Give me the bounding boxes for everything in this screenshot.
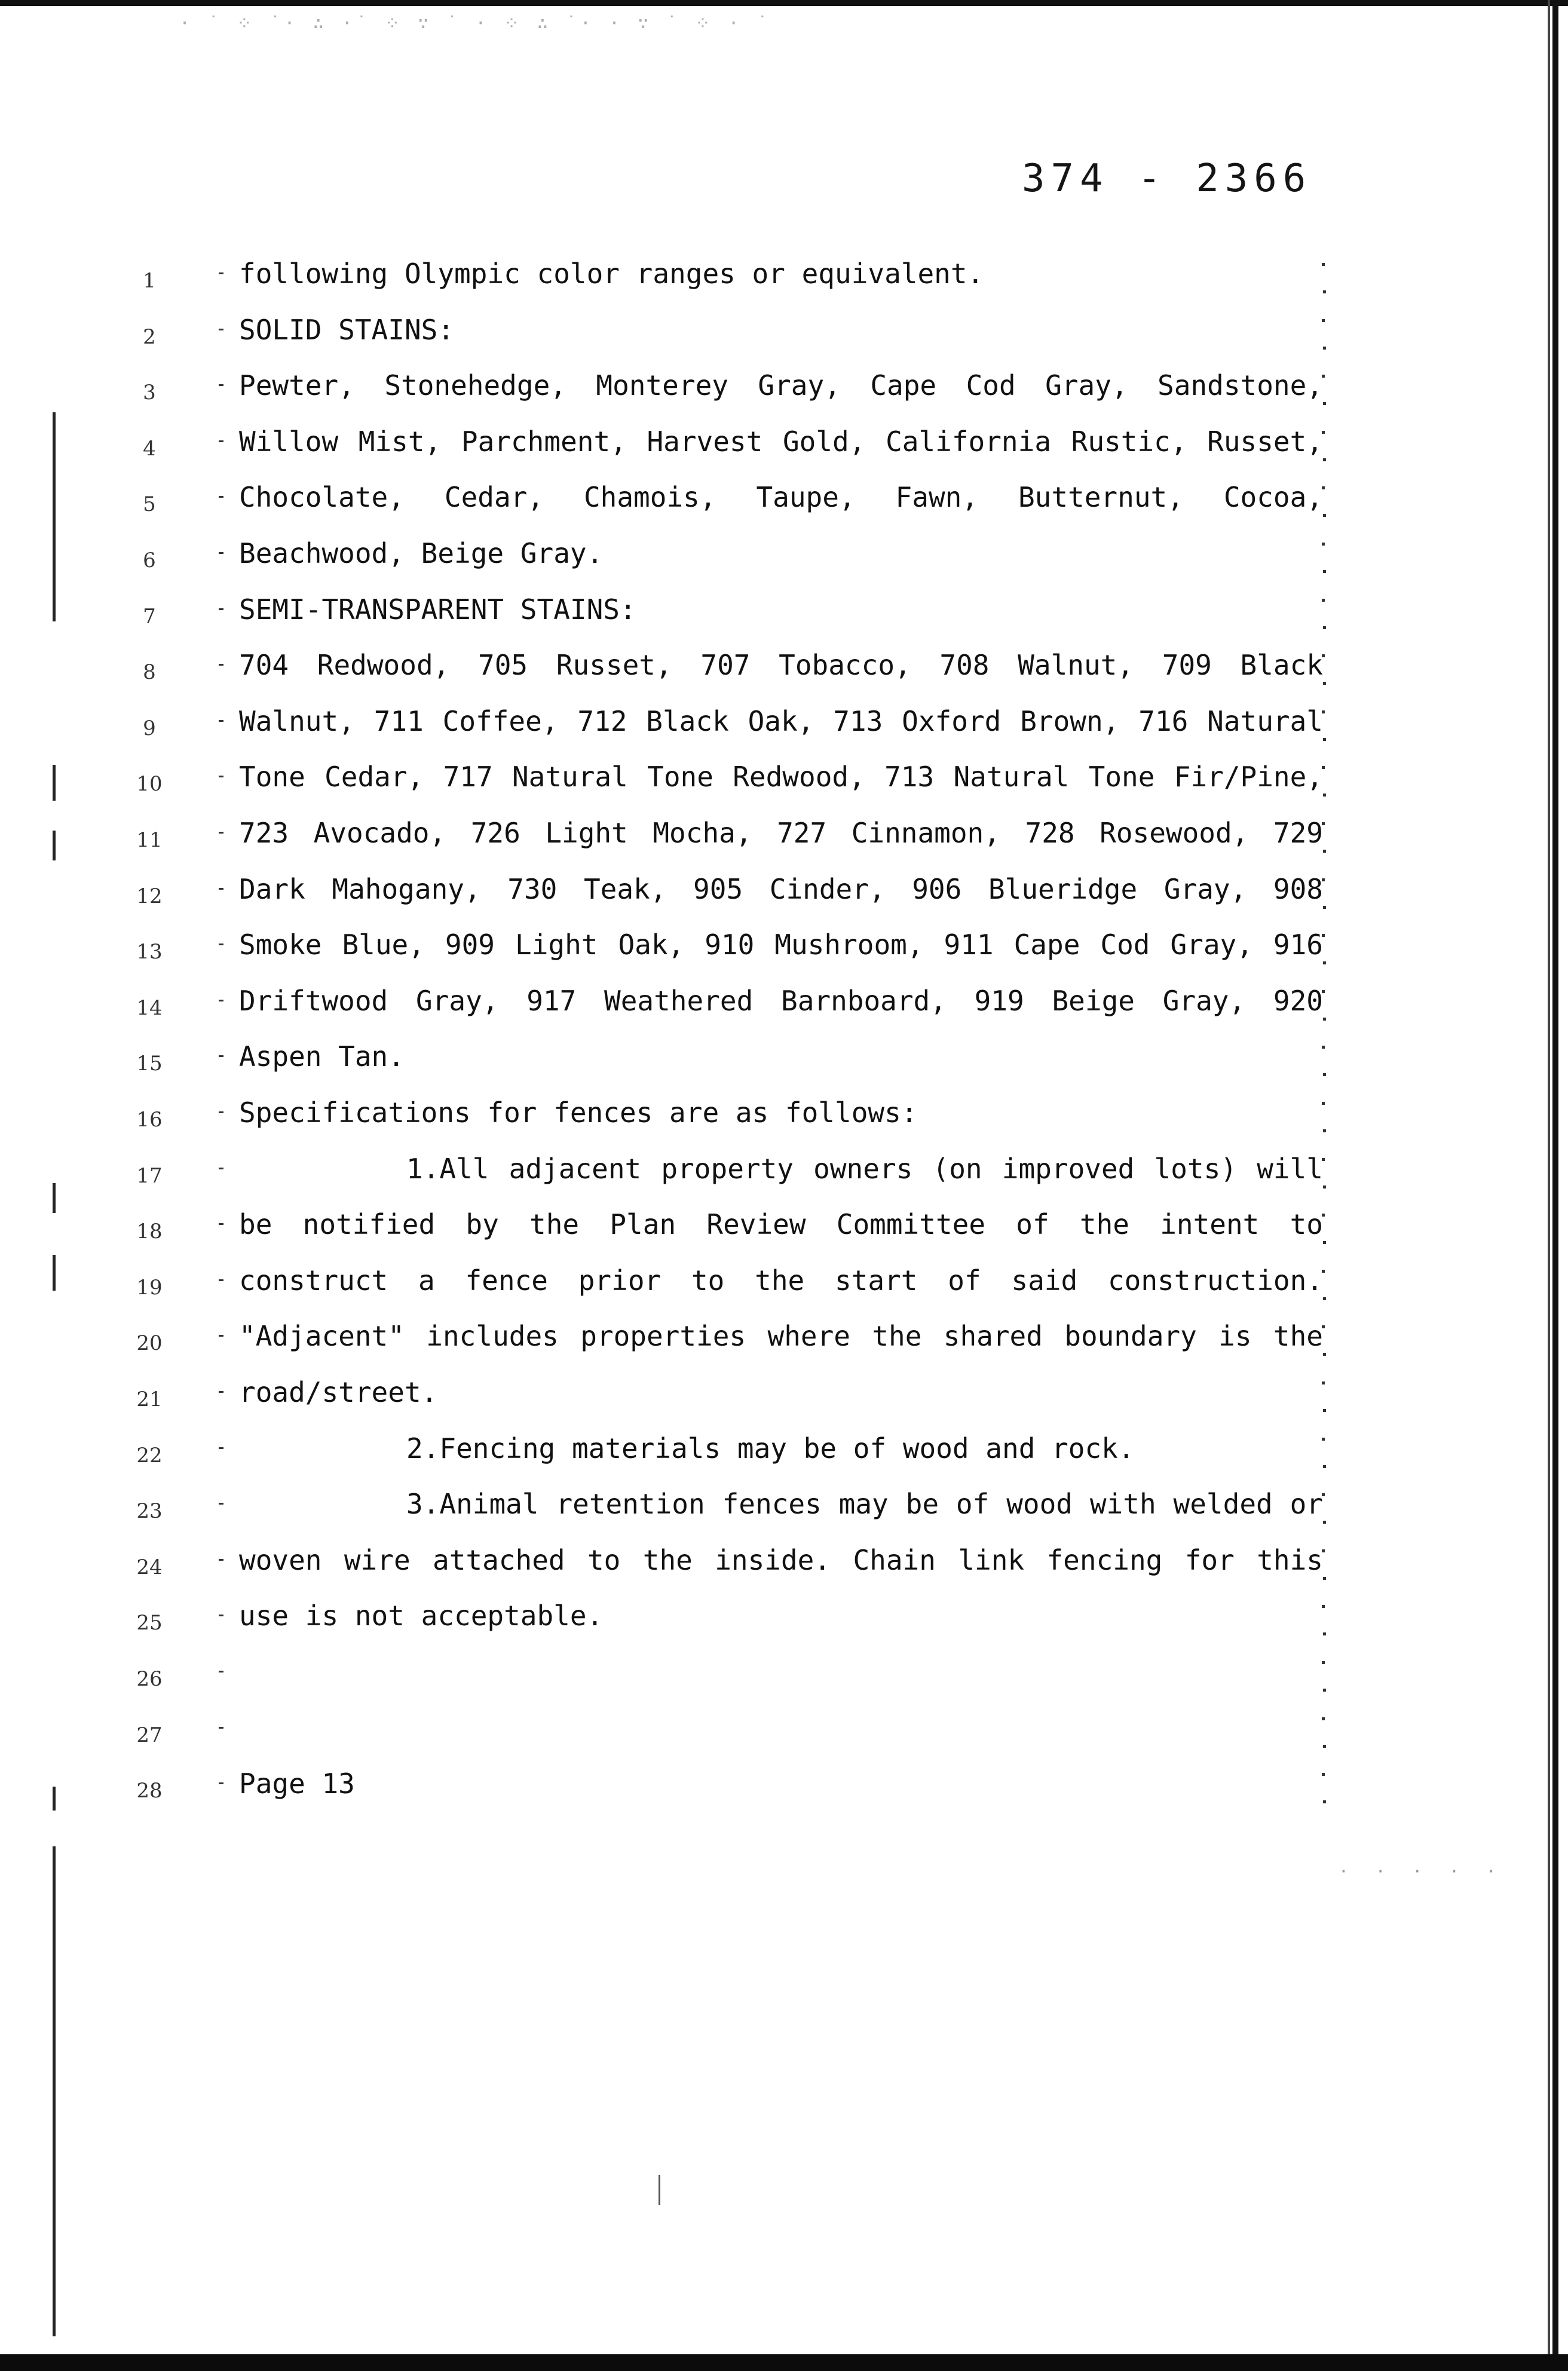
document-line [0, 1034, 1568, 1090]
right-margin-dot [1323, 1521, 1326, 1524]
margin-tick [219, 1782, 223, 1784]
right-margin-dot [1323, 1745, 1326, 1748]
right-margin-dot [1323, 906, 1326, 909]
margin-tick [219, 1391, 223, 1393]
document-line [0, 419, 1568, 475]
margin-tick [219, 1335, 223, 1337]
right-margin-dot [1323, 570, 1326, 573]
document-line [0, 754, 1568, 810]
margin-tick [219, 1111, 223, 1113]
right-margin-dot [1322, 1717, 1325, 1720]
document-line [0, 587, 1568, 643]
line-number: 1 [143, 269, 156, 293]
line-text: road/street. [239, 1376, 438, 1408]
line-text: SOLID STAINS: [239, 314, 455, 346]
line-number: 17 [136, 1164, 163, 1188]
margin-tick [219, 1671, 223, 1672]
document-line [0, 642, 1568, 699]
document-line [0, 1370, 1568, 1426]
line-text: Aspen Tan. [239, 1040, 405, 1073]
right-margin-dot [1323, 1241, 1326, 1244]
line-text: Dark Mahogany, 730 Teak, 905 Cinder, 906 Blueridge Gray, 908 [239, 873, 1323, 905]
line-text: Smoke Blue, 909 Light Oak, 910 Mushroom, 911 Cape Cod Gray, 916 [239, 929, 1323, 961]
scan-noise-top: · ˙ ⁘ ˙· ∴ ·˙ ⁘ ∵ ˙ · ⁘ ∴ ˙· · ∵ ˙ ⁘ · ˙ [179, 13, 771, 34]
right-margin-dot [1323, 1018, 1326, 1021]
line-number: 4 [143, 437, 156, 461]
document-line [0, 1705, 1568, 1762]
document-line [0, 1593, 1568, 1649]
margin-tick [219, 329, 223, 330]
line-text: Beachwood, Beige Gray. [239, 537, 604, 569]
line-text: Pewter, Stonehedge, Monterey Gray, Cape Cod Gray, Sandstone, [239, 369, 1323, 402]
line-number: 23 [136, 1499, 163, 1523]
margin-tick [219, 1279, 223, 1281]
line-text: 1.All adjacent property owners (on improved lots) will [406, 1153, 1323, 1185]
document-number: 374 - 2366 [1022, 157, 1312, 201]
document-line [0, 1649, 1568, 1705]
document-line [0, 1761, 1568, 1817]
document-line [0, 699, 1568, 755]
line-number: 27 [136, 1723, 163, 1747]
right-margin-dot [1323, 1409, 1326, 1412]
line-text: use is not acceptable. [239, 1600, 604, 1632]
right-margin-dot [1323, 961, 1326, 964]
line-number: 7 [143, 605, 156, 629]
right-margin-dot [1323, 1073, 1326, 1076]
right-margin-dot [1323, 682, 1326, 685]
line-number: 13 [136, 940, 163, 964]
line-number: 16 [136, 1108, 163, 1132]
line-number: 6 [143, 549, 156, 572]
margin-tick [219, 832, 223, 834]
document-line [0, 1146, 1568, 1202]
right-margin-dot [1323, 794, 1326, 797]
margin-tick [219, 608, 223, 610]
line-number: 22 [136, 1444, 163, 1468]
right-margin-dot [1322, 1661, 1325, 1664]
line-text: Walnut, 711 Coffee, 712 Black Oak, 713 Oxford Brown, 716 Natural [239, 705, 1323, 737]
right-margin-dot [1323, 1800, 1326, 1803]
line-text: Tone Cedar, 717 Natural Tone Redwood, 713 Natural Tone Fir/Pine, [239, 761, 1323, 793]
right-margin-dot [1323, 850, 1326, 853]
document-line [0, 1258, 1568, 1314]
right-margin-dot [1323, 1353, 1326, 1356]
margin-tick [219, 1559, 223, 1561]
line-text: Willow Mist, Parchment, Harvest Gold, California Rustic, Russet, [239, 425, 1323, 458]
line-text: "Adjacent" includes properties where the shared boundary is the [239, 1320, 1323, 1352]
line-number: 19 [136, 1276, 163, 1300]
document-line [0, 1537, 1568, 1594]
scan-specks: · · · · · [1339, 1861, 1505, 1881]
margin-tick [219, 1223, 223, 1225]
line-text: Driftwood Gray, 917 Weathered Barnboard, 919 Beige Gray, 920 [239, 985, 1323, 1017]
right-margin-dot [1323, 1297, 1326, 1300]
right-margin-dot [1323, 514, 1326, 517]
document-line [0, 1426, 1568, 1482]
margin-tick [219, 1615, 223, 1616]
right-margin-dot [1323, 1465, 1326, 1468]
right-margin-dot [1323, 458, 1326, 461]
line-text: woven wire attached to the inside. Chain link fencing for this [239, 1544, 1323, 1576]
line-number: 24 [136, 1555, 163, 1579]
document-line [0, 922, 1568, 978]
right-margin-dot [1323, 1129, 1326, 1132]
margin-tick [219, 440, 223, 442]
document-line [0, 307, 1568, 363]
right-margin-dot [1323, 1632, 1326, 1635]
margin-tick [219, 720, 223, 722]
document-line [0, 978, 1568, 1034]
line-text: 3.Animal retention fences may be of wood with welded or [406, 1488, 1323, 1520]
scan-edge-top [0, 0, 1568, 6]
margin-tick [219, 384, 223, 386]
document-line [0, 866, 1568, 923]
line-text: Page 13 [239, 1767, 355, 1800]
line-number: 5 [143, 492, 156, 516]
line-number: 15 [136, 1052, 163, 1076]
margin-tick [219, 1168, 223, 1169]
right-margin-dot [1323, 290, 1326, 293]
line-text: be notified by the Plan Review Committee of the intent to [239, 1208, 1323, 1240]
right-margin-dot [1323, 347, 1326, 350]
margin-tick [219, 1447, 223, 1449]
margin-tick [219, 1727, 223, 1729]
right-margin-dot [1323, 1689, 1326, 1692]
scan-edge-bottom [0, 2354, 1568, 2371]
line-text: SEMI-TRANSPARENT STAINS: [239, 593, 636, 626]
margin-tick [219, 888, 223, 890]
line-text: construct a fence prior to the start of said construction. [239, 1264, 1323, 1297]
line-number: 10 [136, 772, 163, 796]
scan-mark-bottom [659, 2175, 660, 2205]
document-line [0, 1313, 1568, 1370]
line-number: 8 [143, 660, 156, 684]
document-line [0, 363, 1568, 419]
margin-tick [219, 272, 223, 274]
line-number: 12 [136, 884, 163, 908]
line-number: 18 [136, 1220, 163, 1243]
margin-tick [219, 664, 223, 666]
margin-tick [219, 496, 223, 498]
right-margin-dot [1323, 402, 1326, 405]
line-number: 11 [136, 828, 163, 852]
line-text: 704 Redwood, 705 Russet, 707 Tobacco, 708 Walnut, 709 Black [239, 649, 1323, 681]
line-text: 2.Fencing materials may be of wood and rock. [406, 1432, 1135, 1465]
document-line [0, 531, 1568, 587]
margin-tick [219, 1055, 223, 1057]
line-number: 28 [136, 1779, 163, 1803]
line-number: 26 [136, 1667, 163, 1691]
line-number: 3 [143, 381, 156, 405]
line-number: 9 [143, 716, 156, 740]
line-number: 20 [136, 1331, 163, 1355]
line-text: Chocolate, Cedar, Chamois, Taupe, Fawn, Butternut, Cocoa, [239, 481, 1323, 513]
line-number: 21 [136, 1387, 163, 1411]
margin-tick [219, 552, 223, 554]
line-text: 723 Avocado, 726 Light Mocha, 727 Cinnamon, 728 Rosewood, 729 [239, 817, 1323, 849]
document-line [0, 474, 1568, 531]
scan-margin-mark [53, 1846, 56, 2336]
document-line [0, 1481, 1568, 1537]
line-text: Specifications for fences are as follows: [239, 1096, 918, 1129]
document-line [0, 810, 1568, 866]
line-text: following Olympic color ranges or equivalent. [239, 258, 984, 290]
document-line [0, 251, 1568, 307]
right-margin-dot [1323, 738, 1326, 741]
right-margin-dot [1323, 626, 1326, 629]
right-margin-dot [1323, 1577, 1326, 1580]
line-number: 2 [143, 325, 156, 349]
margin-tick [219, 1503, 223, 1505]
margin-tick [219, 944, 223, 945]
margin-tick [219, 776, 223, 777]
margin-tick [219, 1000, 223, 1001]
line-number: 14 [136, 996, 163, 1020]
right-margin-dot [1323, 1186, 1326, 1188]
line-number: 25 [136, 1611, 163, 1635]
document-line [0, 1202, 1568, 1258]
document-line [0, 1090, 1568, 1146]
